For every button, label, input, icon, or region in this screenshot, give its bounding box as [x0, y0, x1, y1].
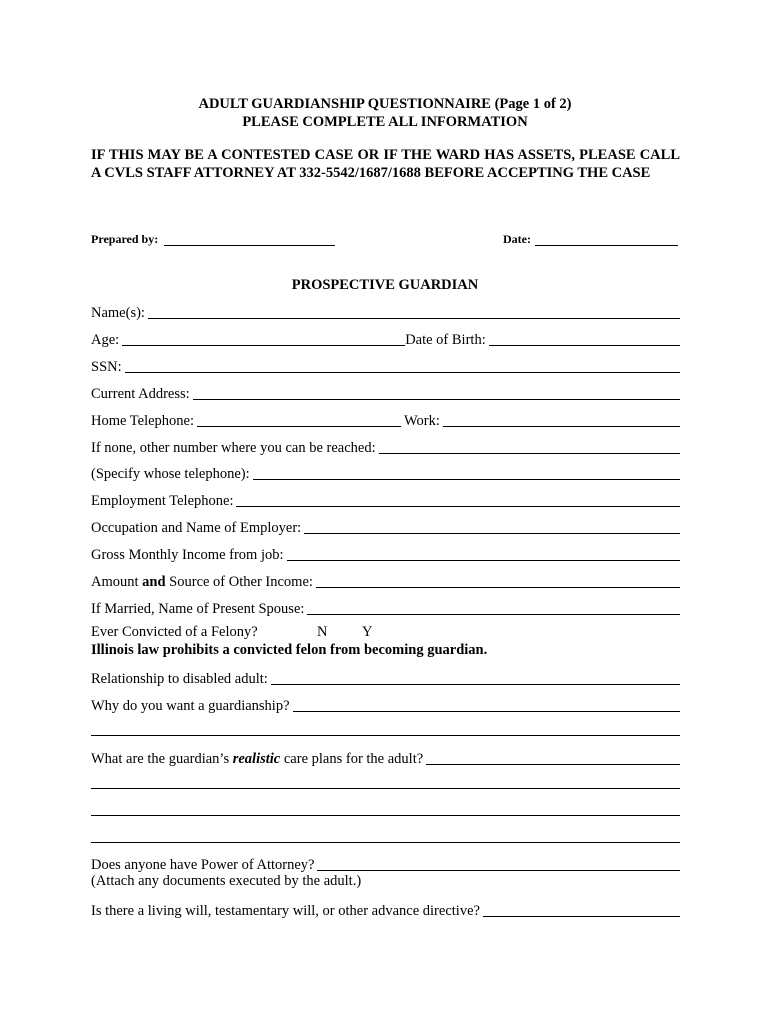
- other-income-label-and: and: [142, 574, 166, 590]
- telephone-row: [91, 410, 680, 430]
- other-number-label: If none, other number where you can be reached:: [91, 440, 376, 456]
- work-field[interactable]: [443, 412, 680, 427]
- occupation-label: Occupation and Name of Employer:: [91, 520, 302, 536]
- why-label: Why do you want a guardianship?: [91, 698, 290, 714]
- employment-telephone-row: [91, 490, 680, 510]
- contested-case-warning: IF THIS MAY BE A CONTESTED CASE OR IF THE WARD HAS ASSETS, PLEASE CALL A CVLS STAFF ATTORNEY AT 332-5542/1687/1688 BEFORE ACCEPTING THE CASE: [91, 147, 680, 181]
- specify-whose-field[interactable]: [253, 465, 680, 480]
- why-extra-line[interactable]: [91, 735, 680, 736]
- work-label: Work:: [404, 413, 440, 429]
- care-plans-line-2[interactable]: [91, 788, 680, 789]
- home-telephone-label: Home Telephone:: [91, 413, 195, 429]
- care-plans-line-4[interactable]: [91, 842, 680, 843]
- occupation-field[interactable]: [304, 519, 680, 534]
- gross-income-row: [91, 544, 680, 564]
- other-income-field[interactable]: [316, 573, 680, 588]
- specify-whose-label: (Specify whose telephone):: [91, 466, 250, 482]
- other-income-row: [91, 571, 680, 591]
- ssn-row: [91, 356, 680, 376]
- other-income-label-prefix: Amount: [91, 574, 143, 590]
- why-field[interactable]: [293, 697, 680, 712]
- relationship-label: Relationship to disabled adult:: [91, 671, 268, 687]
- living-will-label: Is there a living will, testamentary will, or other advance directive?: [91, 903, 480, 919]
- section-title: PROSPECTIVE GUARDIAN: [291, 277, 479, 293]
- care-plans-label-suffix: care plans for the adult?: [280, 751, 424, 767]
- specify-whose-row: [91, 463, 680, 483]
- attach-documents-note: (Attach any documents executed by the adult.): [91, 873, 362, 889]
- prepared-by-label: Prepared by:: [91, 232, 159, 246]
- dob-label: Date of Birth:: [405, 332, 486, 348]
- employment-telephone-field[interactable]: [236, 492, 680, 507]
- age-row: [91, 329, 680, 349]
- power-of-attorney-label: Does anyone have Power of Attorney?: [91, 857, 315, 873]
- address-field[interactable]: [193, 385, 680, 400]
- living-will-field[interactable]: [483, 902, 680, 917]
- care-plans-line-3[interactable]: [91, 815, 680, 816]
- address-label: Current Address:: [91, 386, 190, 402]
- care-plans-row: [91, 748, 680, 768]
- date-label: Date:: [503, 232, 531, 246]
- age-label: Age:: [91, 332, 120, 348]
- felony-note: Illinois law prohibits a convicted felon from becoming guardian.: [91, 642, 488, 658]
- employment-telephone-label: Employment Telephone:: [91, 493, 234, 509]
- gross-income-field[interactable]: [287, 546, 680, 561]
- form-title: ADULT GUARDIANSHIP QUESTIONNAIRE (Page 1 of 2): [198, 96, 572, 112]
- relationship-row: [91, 668, 680, 688]
- gross-income-label: Gross Monthly Income from job:: [91, 547, 284, 563]
- care-plans-field[interactable]: [426, 750, 680, 765]
- spouse-row: [91, 598, 680, 618]
- relationship-field[interactable]: [271, 670, 680, 685]
- names-label: Name(s):: [91, 305, 145, 321]
- dob-field[interactable]: [489, 331, 680, 346]
- power-of-attorney-field[interactable]: [317, 856, 680, 871]
- power-of-attorney-row: [91, 854, 680, 874]
- felony-question: Ever Convicted of a Felony?: [91, 624, 258, 640]
- occupation-row: [91, 517, 680, 537]
- prepared-by-field[interactable]: [164, 245, 335, 246]
- date-field[interactable]: [535, 245, 678, 246]
- felony-option-y[interactable]: Y: [362, 624, 373, 640]
- living-will-row: [91, 900, 680, 920]
- care-plans-label: [91, 751, 423, 768]
- names-row: [91, 302, 680, 322]
- ssn-field[interactable]: [125, 358, 680, 373]
- spouse-label: If Married, Name of Present Spouse:: [91, 601, 305, 617]
- other-number-field[interactable]: [379, 439, 680, 454]
- why-row: [91, 695, 680, 715]
- names-field[interactable]: [148, 304, 680, 319]
- home-telephone-field[interactable]: [197, 412, 401, 427]
- other-number-row: [91, 437, 680, 457]
- other-income-label-suffix: Source of Other Income:: [165, 574, 313, 590]
- address-row: [91, 383, 680, 403]
- spouse-field[interactable]: [307, 600, 680, 615]
- felony-option-n[interactable]: N: [317, 624, 328, 640]
- age-field[interactable]: [122, 331, 405, 346]
- ssn-label: SSN:: [91, 359, 122, 375]
- form-subtitle: PLEASE COMPLETE ALL INFORMATION: [242, 114, 528, 130]
- care-plans-label-emphasis: realistic: [232, 751, 281, 767]
- care-plans-label-prefix: What are the guardian’s: [91, 751, 233, 767]
- other-income-label: [91, 574, 313, 591]
